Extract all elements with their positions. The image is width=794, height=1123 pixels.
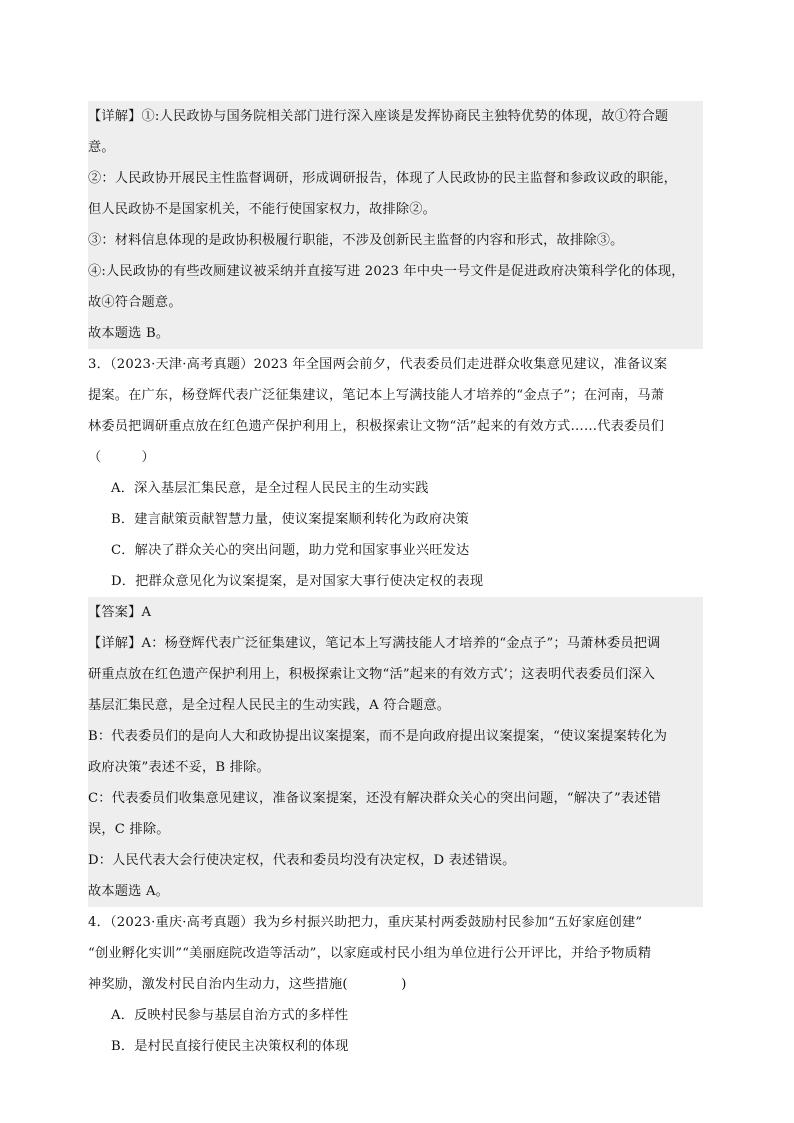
detail-line: C：代表委员们收集意见建议，准备议案提案，还没有解决群众关心的突出问题，“解决了”表述错 (88, 791, 662, 806)
detail-line: ④:人民政协的有些改厕建议被采纳并直接写进 2023 年中央一号文件是促进政府决策科学化的体现， (88, 264, 685, 279)
detail-line: 政府决策”表述不妥，B 排除。 (88, 760, 270, 775)
detail-line: 研重点放在红色遗产保护利用上，积极探索让文物“活”起来的有效方式’；这表明代表委员们深入 (88, 667, 656, 682)
detail-line: ③：材料信息体现的是政协积极履行职能，不涉及创新民主监督的内容和形式，故排除③。 (88, 233, 624, 248)
question-stem-line: 提案。在广东，杨登辉代表广泛征集建议，笔记本上写满技能人才培养的“金点子”；在河南，马萧 (88, 388, 665, 403)
detail-line: 意。 (88, 140, 115, 155)
answer-line: 【答案】A (88, 605, 152, 620)
option-b: B．是村民直接行使民主决策权利的体现 (111, 1039, 349, 1054)
q3-answer-block (88, 597, 703, 907)
question-stem-line: 林委员把调研重点放在红色遗产保护利用上，积极探索让文物“活”起来的有效方式……代表委员们 (88, 419, 665, 434)
question-blank: （ ） (88, 450, 155, 465)
detail-line: 但人民政协不是国家机关，不能行使国家权力，故排除②。 (88, 202, 437, 217)
detail-line: ②：人民政协开展民主性监督调研，形成调研报告，体现了人民政协的民主监督和参政议政的职能， (88, 171, 678, 186)
detail-line: 故本题选 B。 (88, 326, 170, 341)
option-c: C．解决了群众关心的突出问题，助力党和国家事业兴旺发达 (111, 543, 470, 558)
question-stem-line: “创业孵化实训”“美丽庭院改造等活动”，以家庭或村民小组为单位进行公开评比，并给予物质精 (88, 946, 652, 961)
option-a: A．深入基层汇集民意，是全过程人民民主的生动实践 (111, 481, 429, 496)
question-stem-line: 神奖励，激发村民自治内生动力，这些措施( ) (88, 977, 407, 992)
question-stem-line: 4．（2023·重庆·高考真题）我为乡村振兴助把力，重庆某村两委鼓励村民参加“五好家庭创建” (88, 915, 643, 930)
detail-line: 误，C 排除。 (88, 822, 170, 837)
question-4 (88, 907, 703, 1062)
option-b: B．建言献策贡献智慧力量，使议案提案顺利转化为政府决策 (111, 512, 469, 527)
detail-line: 故④符合题意。 (88, 295, 182, 310)
detail-line: B：代表委员们的是向人大和政协提出议案提案，而不是向政府提出议案提案，“使议案提案转化为 (88, 729, 668, 744)
detail-line: D：人民代表大会行使决定权，代表和委员均没有决定权，D 表述错误。 (88, 853, 516, 868)
detail-line: 基层汇集民意，是全过程人民民主的生动实践，A 符合题意。 (88, 698, 451, 713)
detail-line: 【详解】①:人民政协与国务院相关部门进行深入座谈是发挥协商民主独特优势的体现，故①符合题 (88, 109, 669, 124)
option-d: D．把群众意见化为议案提案，是对国家大事行使决定权的表现 (111, 574, 484, 589)
detail-line: 【详解】A：杨登辉代表广泛征集建议，笔记本上写满技能人才培养的“金点子”；马萧林委员把调 (88, 636, 661, 651)
previous-detail-block (88, 101, 703, 349)
question-3 (88, 349, 703, 597)
detail-line: 故本题选 A。 (88, 884, 170, 899)
option-a: A．反映村民参与基层自治方式的多样性 (111, 1008, 349, 1023)
question-stem-line: 3．（2023·天津·高考真题）2023 年全国两会前夕，代表委员们走进群众收集意见建议，准备议案 (88, 357, 668, 372)
